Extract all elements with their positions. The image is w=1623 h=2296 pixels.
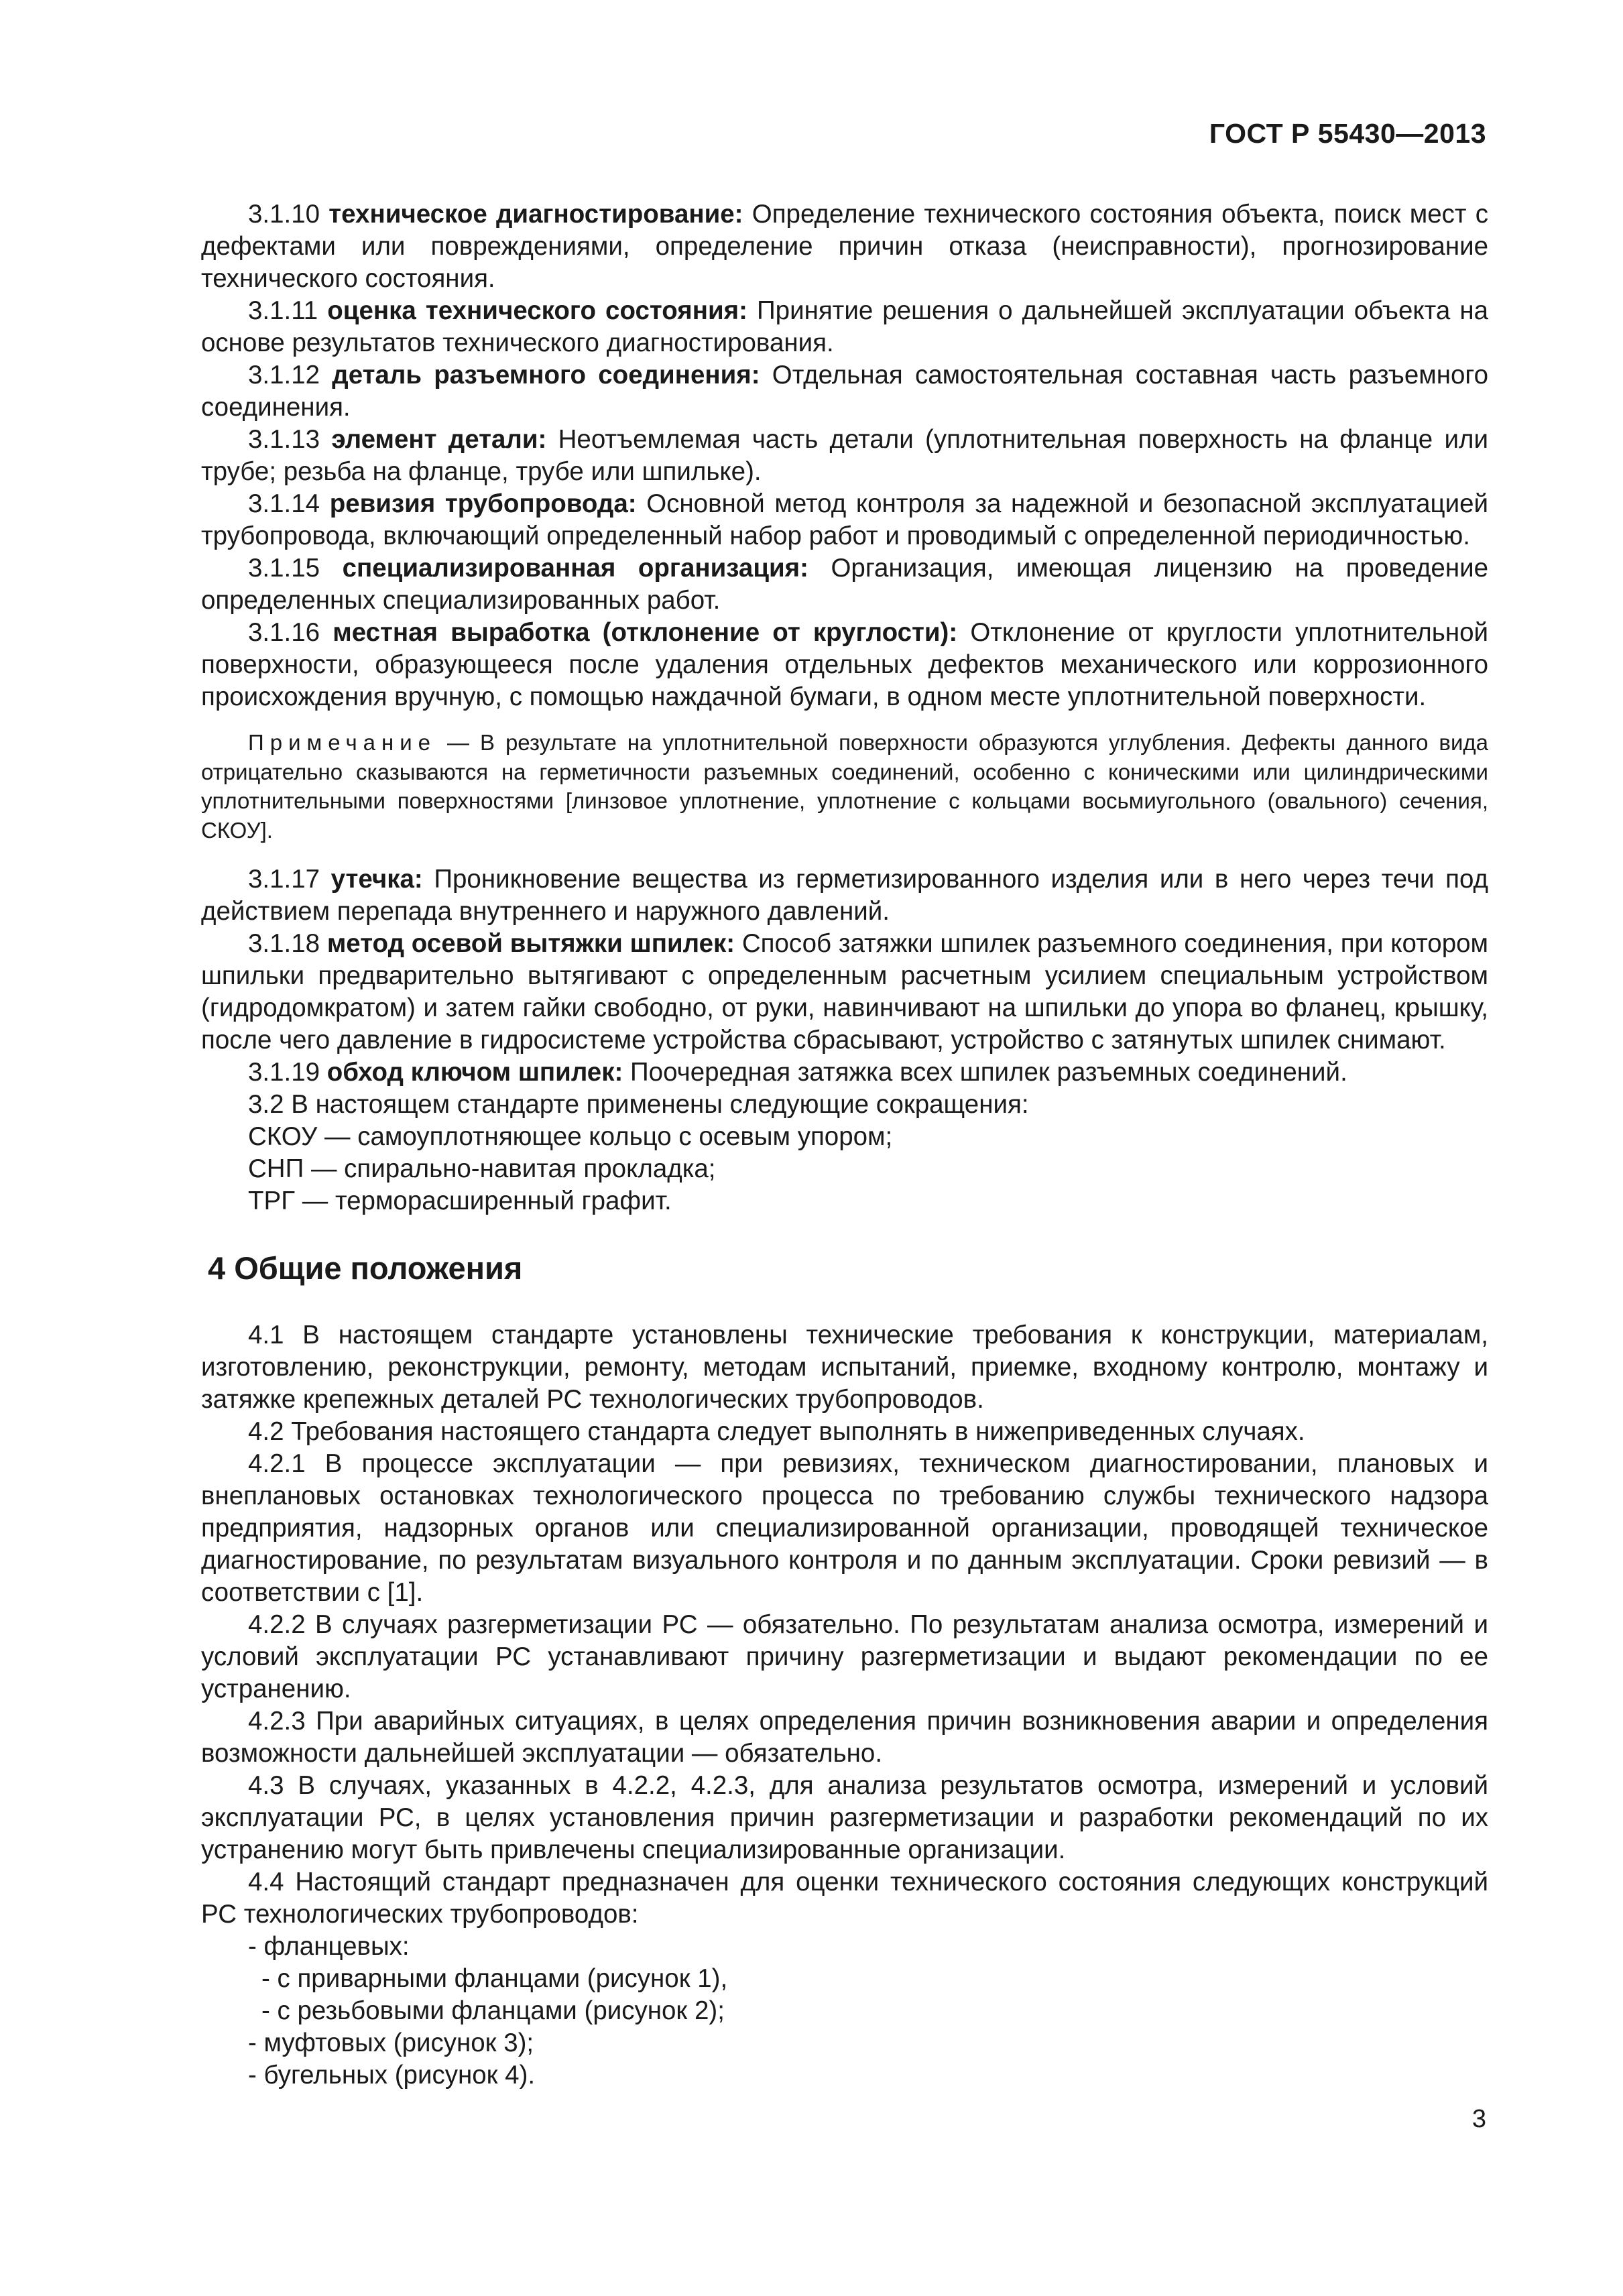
abbreviation-item: СНП — спирально-навитая прокладка; <box>248 1154 716 1183</box>
definition-3-1-11: 3.1.11 оценка технического состояния: Принятие решения о дальнейшей эксплуатации объекта на основе результатов технического диагностирования. <box>201 296 1488 357</box>
definition-3-1-13: 3.1.13 элемент детали: Неотъемлемая часть детали (уплотнительная поверхность на фланце или трубе; резьба на фланце, трубе или шпильке). <box>201 425 1488 486</box>
note <box>201 728 1488 845</box>
abbreviation-item: СКОУ — самоуплотняющее кольцо с осевым упором; <box>248 1122 893 1151</box>
paragraph-4-3: 4.3 В случаях, указанных в 4.2.2, 4.2.3, для анализа результатов осмотра, измерений и условий эксплуатации РС, в целях установления причин разгерметизации и разработки рекомендаций по их устранению могут быть привлечены специализированные организации. <box>201 1771 1488 1864</box>
term: деталь разъемного соединения: <box>332 361 760 389</box>
term: оценка технического состояния: <box>327 296 747 325</box>
list-item: - с приварными фланцами (рисунок 1), <box>261 1964 728 1993</box>
list-item: - фланцевых: <box>248 1932 410 1961</box>
definition-3-1-19: 3.1.19 обход ключом шпилек: Поочередная затяжка всех шпилек разъемных соединений. <box>248 1058 1347 1087</box>
list-item: - бугельных (рисунок 4). <box>248 2061 536 2090</box>
definition-3-1-17: 3.1.17 утечка: Проникновение вещества из герметизированного изделия или в него через течи под действием перепада внутреннего и наружного давлений. <box>201 865 1488 926</box>
definition-3-1-18: 3.1.18 метод осевой вытяжки шпилек: Способ затяжки шпилек разъемного соединения, при котором шпильки предварительно вытягивают с определенным расчетным усилием специальным устройством (гидродомкратом) и затем гайки свободно, от руки, навинчивают на шпильки до упора во фланец, крышку, после чего давление в гидросистеме устройства сбрасывают, устройство с затянутых шпилек снимают. <box>201 929 1489 1054</box>
paragraph-4-2-2: 4.2.2 В случаях разгерметизации РС — обязательно. По результатам анализа осмотра, измерений и условий эксплуатации РС устанавливают причину разгерметизации и выдают рекомендации по ее устранению. <box>201 1610 1488 1703</box>
term: специализированная организация: <box>342 554 808 583</box>
paragraph-4-1: 4.1 В настоящем стандарте установлены технические требования к конструкции, материалам, изготовлению, реконструкции, ремонту, методам испытаний, приемке, входному контролю, монтажу и затяжке крепежных деталей РС технологических трубопроводов. <box>201 1321 1488 1414</box>
document-header: ГОСТ Р 55430—2013 <box>1209 118 1486 149</box>
abbreviations-intro: 3.2 В настоящем стандарте применены следующие сокращения: <box>248 1090 1029 1119</box>
paragraph-4-2: 4.2 Требования настоящего стандарта следует выполнять в нижеприведенных случаях. <box>248 1417 1305 1446</box>
definition-3-1-14: 3.1.14 ревизия трубопровода: Основной метод контроля за надежной и безопасной эксплуатацией трубопровода, включающий определенный набор работ и проводимый с определенной периодичностью. <box>201 489 1488 550</box>
document-body <box>201 198 1488 2092</box>
term: техническое диагностирование: <box>328 200 743 229</box>
definition-3-1-12: 3.1.12 деталь разъемного соединения: Отдельная самостоятельная составная часть разъемного соединения. <box>201 361 1488 422</box>
term: местная выработка (отклонение от круглости): <box>333 618 958 647</box>
page-number: 3 <box>1471 2105 1486 2133</box>
definition-3-1-15: 3.1.15 специализированная организация: Организация, имеющая лицензию на проведение определенных специализированных работ. <box>201 554 1489 615</box>
abbreviation-item: ТРГ — терморасширенный графит. <box>248 1187 672 1215</box>
term: элемент детали: <box>331 425 547 454</box>
note-text: — В результате на уплотнительной поверхности образуются углубления. Дефекты данного вида отрицательно сказываются на герметичности разъемных соединений, особенно с коническими или цилиндрическими уплотнительными поверхностями [линзовое уплотнение, уплотнение с кольцами восьмиугольного (овального) сечения, СКОУ]. <box>201 730 1488 843</box>
paragraph-4-2-3: 4.2.3 При аварийных ситуациях, в целях определения причин возникновения аварии и определения возможности дальнейшей эксплуатации — обязательно. <box>201 1707 1488 1768</box>
definition-3-1-10: 3.1.10 техническое диагностирование: Определение технического состояния объекта, поиск мест с дефектами или повреждениями, определение причин отказа (неисправности), прогнозирование технического состояния. <box>201 200 1488 293</box>
term: обход ключом шпилек: <box>326 1058 623 1087</box>
paragraph-4-2-1: 4.2.1 В процессе эксплуатации — при ревизиях, техническом диагностировании, плановых и внеплановых остановках технологического процесса по требованию службы технического надзора предприятия, надзорных органов или специализированной организации, проводящей техническое диагностирование, по результатам визуального контроля и по данным эксплуатации. Сроки ревизий — в соответствии с [1]. <box>201 1449 1488 1607</box>
list-item: - с резьбовыми фланцами (рисунок 2); <box>261 1996 725 2025</box>
list-item: - муфтовых (рисунок 3); <box>248 2029 534 2057</box>
term: метод осевой вытяжки шпилек: <box>326 929 735 958</box>
note-label: Примечание <box>248 730 437 755</box>
term: утечка: <box>330 865 423 894</box>
term: ревизия трубопровода: <box>329 489 637 518</box>
section-heading: 4 Общие положения <box>208 1250 523 1286</box>
definition-3-1-16: 3.1.16 местная выработка (отклонение от круглости): Отклонение от круглости уплотнительной поверхности, образующееся после удаления отдельных дефектов механического или коррозионного происхождения вручную, с помощью наждачной бумаги, в одном месте уплотнительной поверхности. <box>201 618 1489 711</box>
paragraph-4-4: 4.4 Настоящий стандарт предназначен для оценки технического состояния следующих конструкций РС технологических трубопроводов: <box>201 1868 1488 1929</box>
